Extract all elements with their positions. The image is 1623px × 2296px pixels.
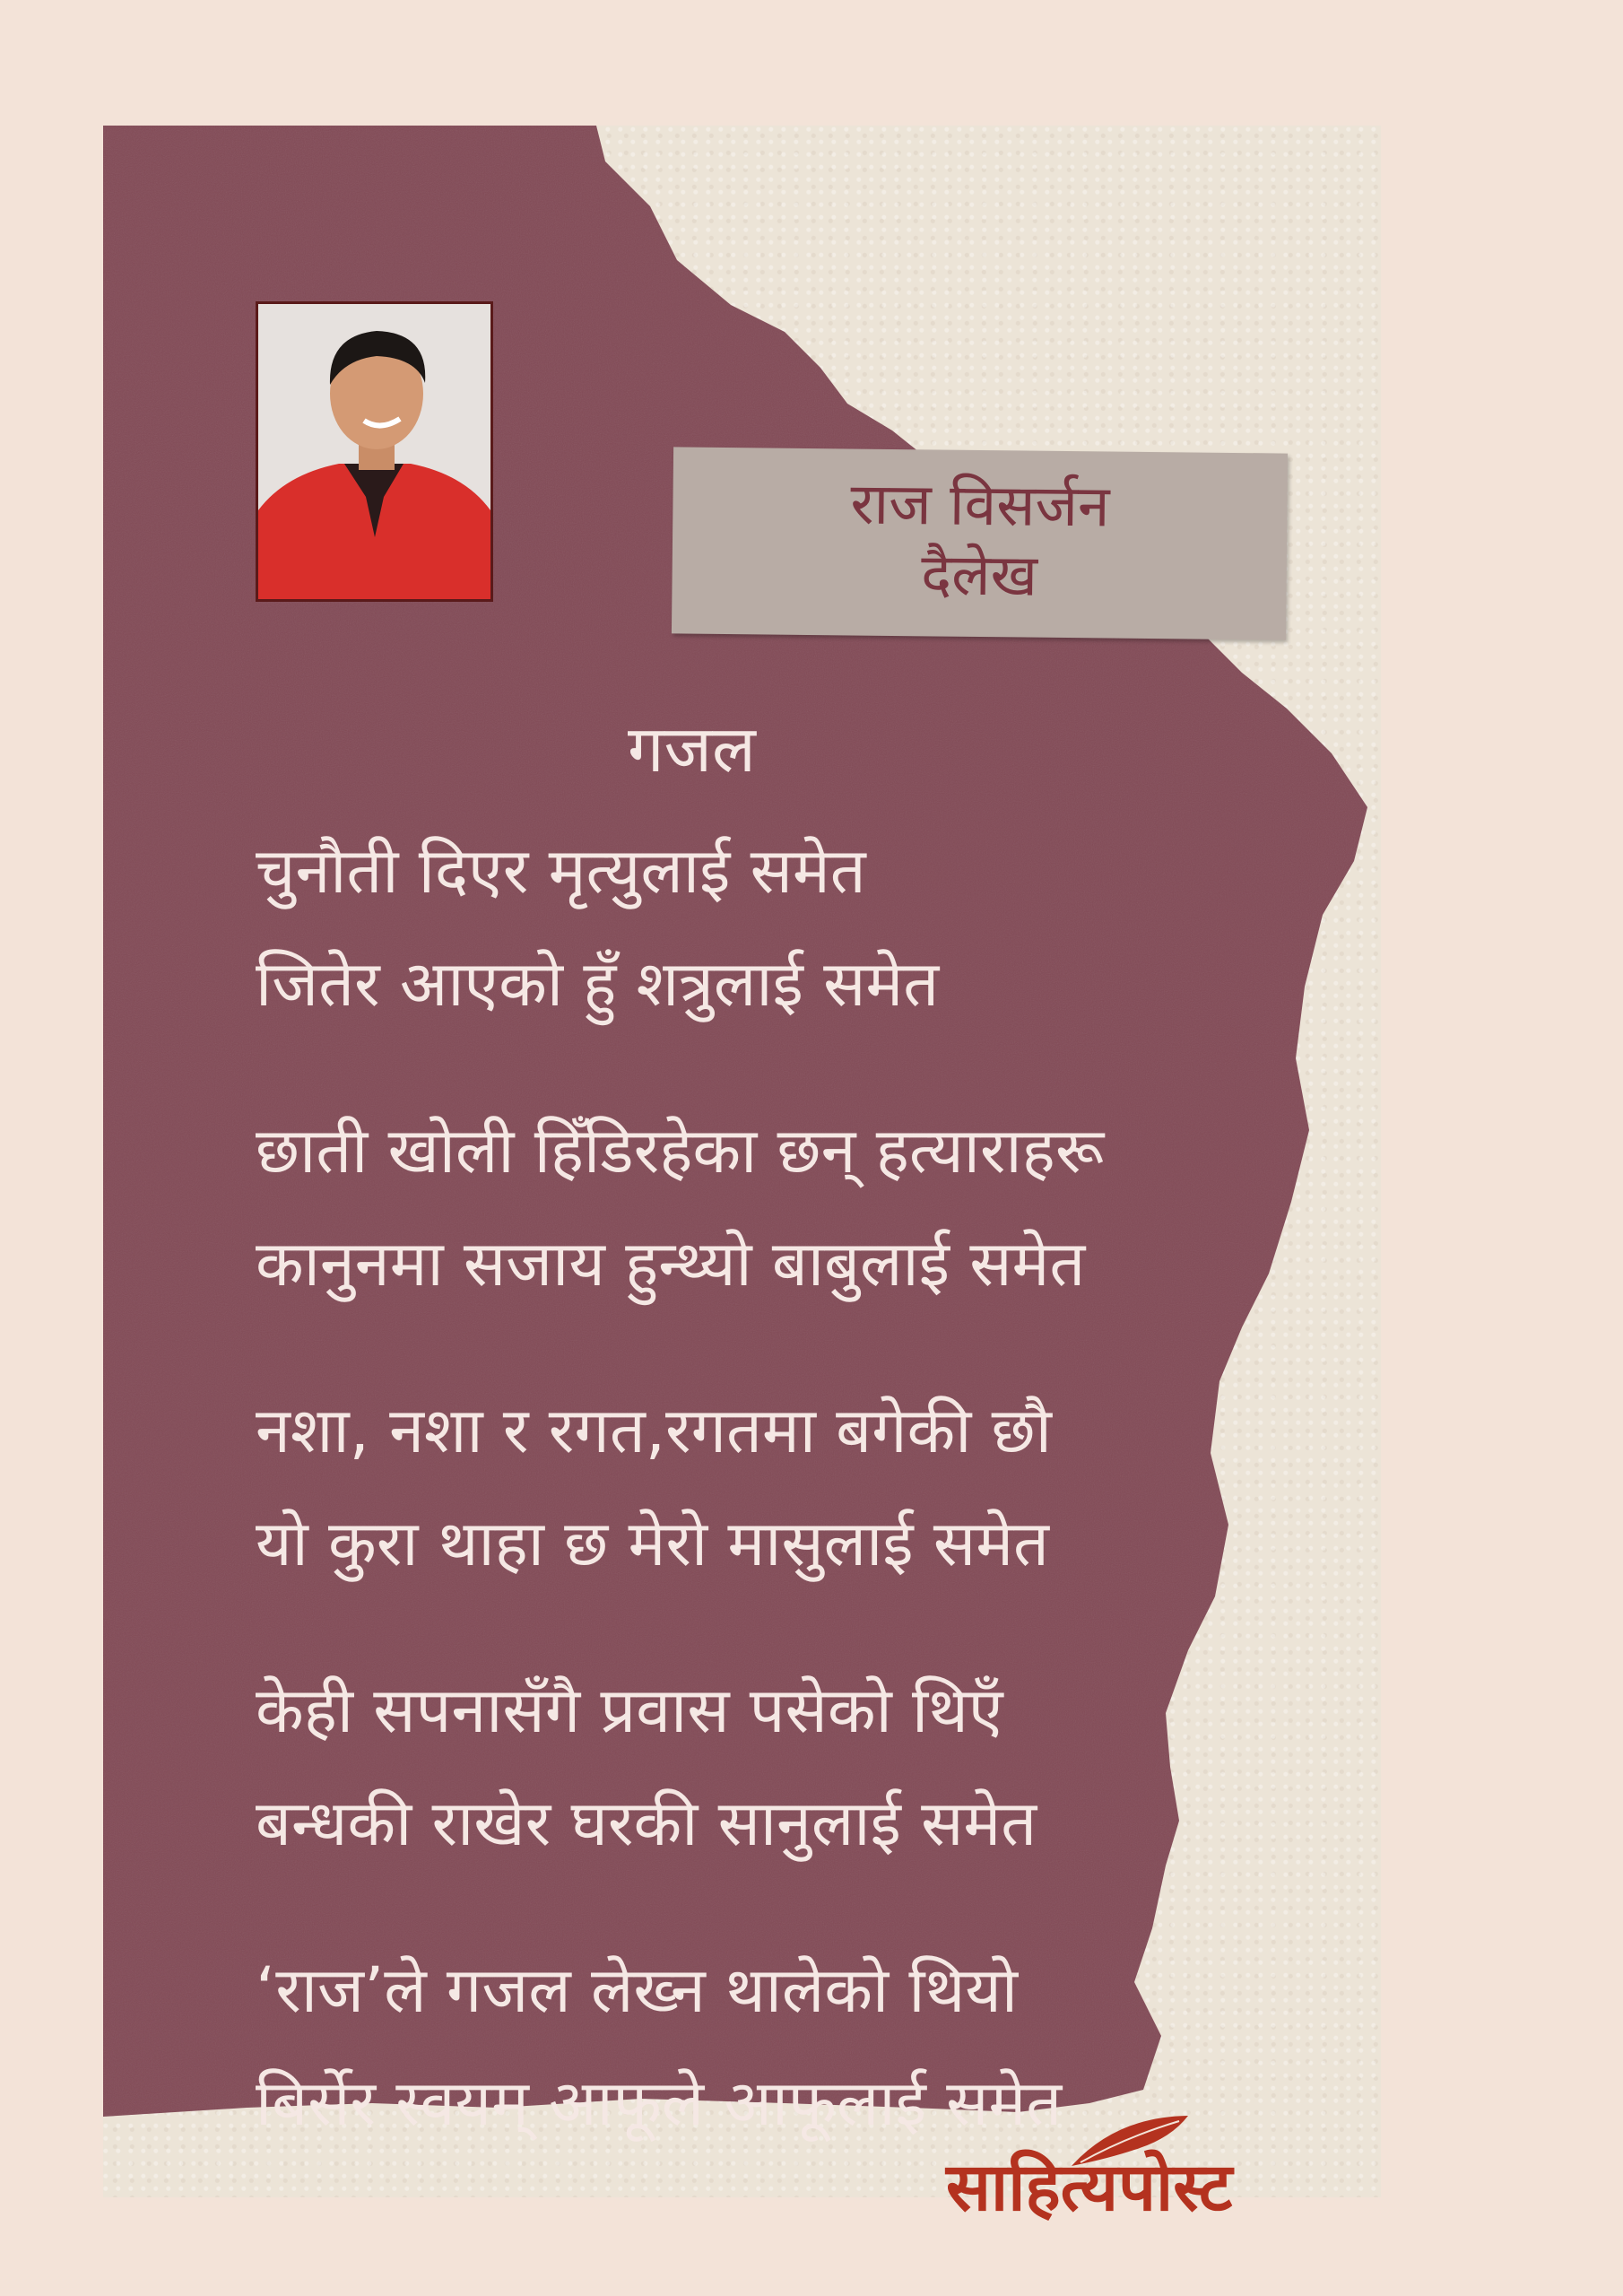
stanza-1: [256, 814, 1376, 1040]
author-name-tag: [672, 447, 1288, 639]
author-place: दैलेख: [920, 542, 1038, 610]
poem-title: गजल: [628, 711, 756, 787]
stanza-2: [256, 1094, 1376, 1320]
poem-line: कानुनमा सजाय हुन्थ्यो बाबुलाई समेत: [256, 1227, 1086, 1300]
publisher-name: साहित्यपोस्ट: [946, 2149, 1233, 2226]
person-illustration: [258, 304, 490, 599]
poem-line: बन्धकी राखेर घरकी सानुलाई समेत: [256, 1787, 1037, 1860]
author-photo: [256, 301, 493, 602]
poem-line: चुनौती दिएर मृत्युलाई समेत: [256, 834, 866, 908]
poem-line: जितेर आएको हुँ शत्रुलाई समेत: [256, 947, 940, 1021]
stanza-3: [256, 1374, 1376, 1600]
poem-line: छाती खोली हिँडिरहेका छन् हत्याराहरू: [256, 1114, 1105, 1187]
poem-line: केही सपनासँगै प्रवास पसेको थिएँ: [256, 1674, 1003, 1747]
poem-line: ‘राज’ले गजल लेख्न थालेको थियो: [256, 1953, 1019, 2027]
poem-line: यो कुरा थाहा छ मेरो मासुलाई समेत: [256, 1507, 1049, 1580]
poem-line: नशा, नशा र रगत,रगतमा बगेकी छौ: [256, 1394, 1052, 1467]
poem-line: बिर्सेर स्वयम् आफूले आफूलाई समेत: [256, 2066, 1063, 2140]
author-name: राज विसर्जन: [850, 471, 1110, 541]
poem-card: [103, 126, 1381, 2197]
publisher-logo: [946, 2112, 1314, 2229]
stanza-4: [256, 1654, 1376, 1880]
